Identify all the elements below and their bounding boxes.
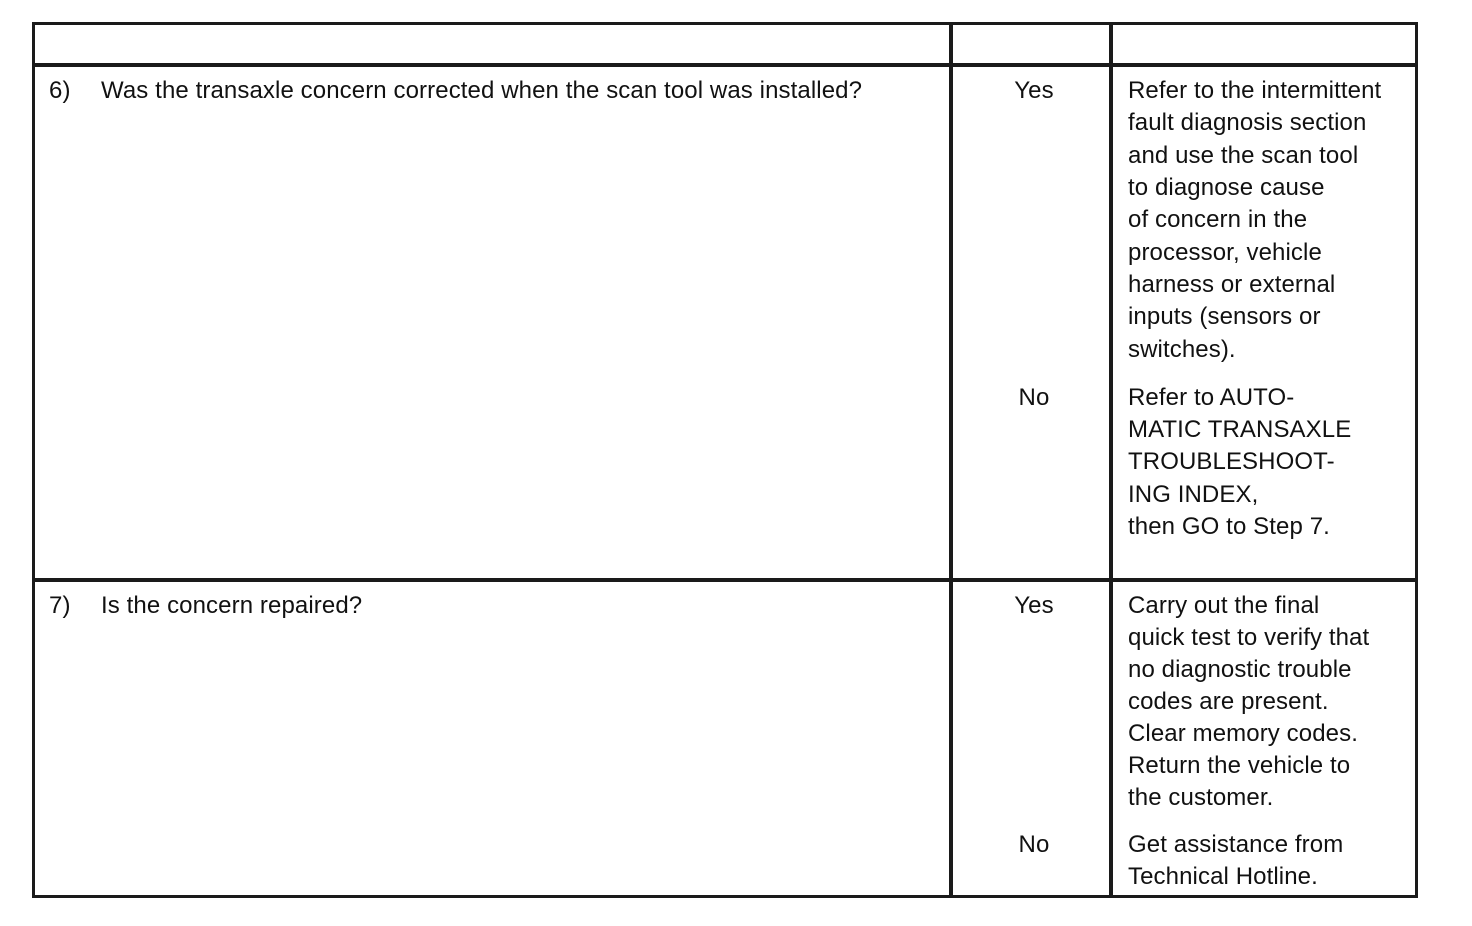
answer-no: No [1018, 831, 1050, 858]
action-line: Refer to AUTO- [1128, 384, 1295, 411]
answer-yes: Yes [1014, 592, 1054, 619]
row-divider [35, 578, 1415, 582]
step-number: 7) [49, 592, 71, 619]
action-line: switches). [1128, 336, 1236, 363]
answer-no: No [1018, 384, 1050, 411]
action-line: Technical Hotline. [1128, 863, 1318, 890]
step-number: 6) [49, 77, 71, 104]
step-question: Was the transaxle concern corrected when the scan tool was installed? [101, 77, 863, 104]
action-line: Return the vehicle to [1128, 752, 1351, 779]
action-line: no diagnostic trouble [1128, 656, 1352, 683]
action-line: Get assistance from [1128, 831, 1344, 858]
diagnostic-table [32, 22, 1418, 898]
action-line: and use the scan tool [1128, 142, 1359, 169]
action-line: TROUBLESHOOT- [1128, 448, 1335, 475]
action-line: Clear memory codes. [1128, 720, 1358, 747]
action-line: of concern in the [1128, 206, 1308, 233]
header-row [35, 25, 1415, 63]
action-line: harness or external [1128, 271, 1336, 298]
action-line: inputs (sensors or [1128, 303, 1321, 330]
action-line: quick test to verify that [1128, 624, 1370, 651]
action-line: processor, vehicle [1128, 239, 1322, 266]
action-line: ING INDEX, [1128, 481, 1259, 508]
step-question: Is the concern repaired? [101, 592, 363, 619]
action-line: Refer to the intermittent [1128, 77, 1382, 104]
header-row-divider [35, 63, 1415, 67]
action-line: MATIC TRANSAXLE [1128, 416, 1352, 443]
action-line: then GO to Step 7. [1128, 513, 1330, 540]
action-line: to diagnose cause [1128, 174, 1325, 201]
answer-yes: Yes [1014, 77, 1054, 104]
action-line: fault diagnosis section [1128, 109, 1367, 136]
column-divider-2 [1109, 25, 1113, 895]
column-divider-1 [949, 25, 953, 895]
action-line: codes are present. [1128, 688, 1329, 715]
action-line: Carry out the final [1128, 592, 1320, 619]
action-line: the customer. [1128, 784, 1274, 811]
